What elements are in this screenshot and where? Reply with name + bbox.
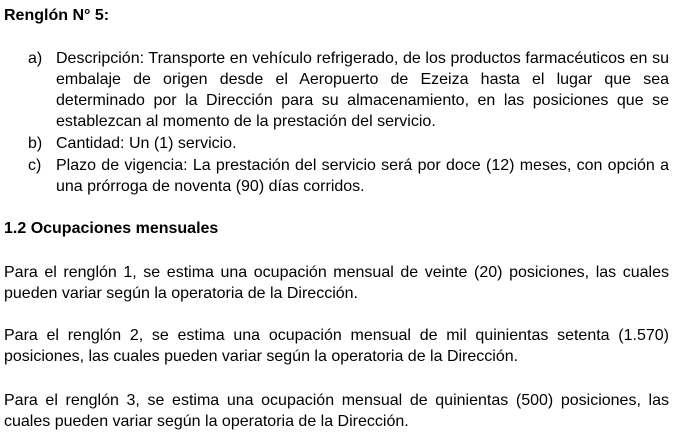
paragraph-renglon-3: Para el renglón 3, se estima una ocupación mensual de quinientas (500) posiciones, las cuales pueden variar según la operatoria de la Dirección.	[4, 392, 669, 430]
list-item-text: Plazo de vigencia: La prestación del servicio será por doce (12) meses, con opción a una prórroga de noventa (90) días corridos.	[56, 157, 669, 195]
list-marker: a)	[28, 50, 43, 67]
section-heading: 1.2 Ocupaciones mensuales	[4, 220, 219, 237]
paragraph-renglon-1: Para el renglón 1, se estima una ocupación mensual de veinte (20) posiciones, las cuales pueden variar según la operatoria de la Dirección.	[4, 264, 669, 302]
renglon-heading: Renglón N° 5:	[4, 7, 110, 24]
list-item-text: Cantidad: Un (1) servicio.	[56, 135, 237, 152]
list-marker: c)	[28, 157, 42, 174]
list-item-text: Descripción: Transporte en vehículo refrigerado, de los productos farmacéuticos en su embalaje de origen desde el Aeropuerto de Ezeiza hasta el lugar que sea determinado por la Dirección para su almacenamiento, en las posiciones que se establezcan al momento de la prestación del servicio.	[56, 50, 669, 130]
list-marker: b)	[28, 135, 43, 152]
paragraph-renglon-2: Para el renglón 2, se estima una ocupación mensual de mil quinientas setenta (1.570) posiciones, las cuales pueden variar según la operatoria de la Dirección.	[4, 327, 669, 365]
